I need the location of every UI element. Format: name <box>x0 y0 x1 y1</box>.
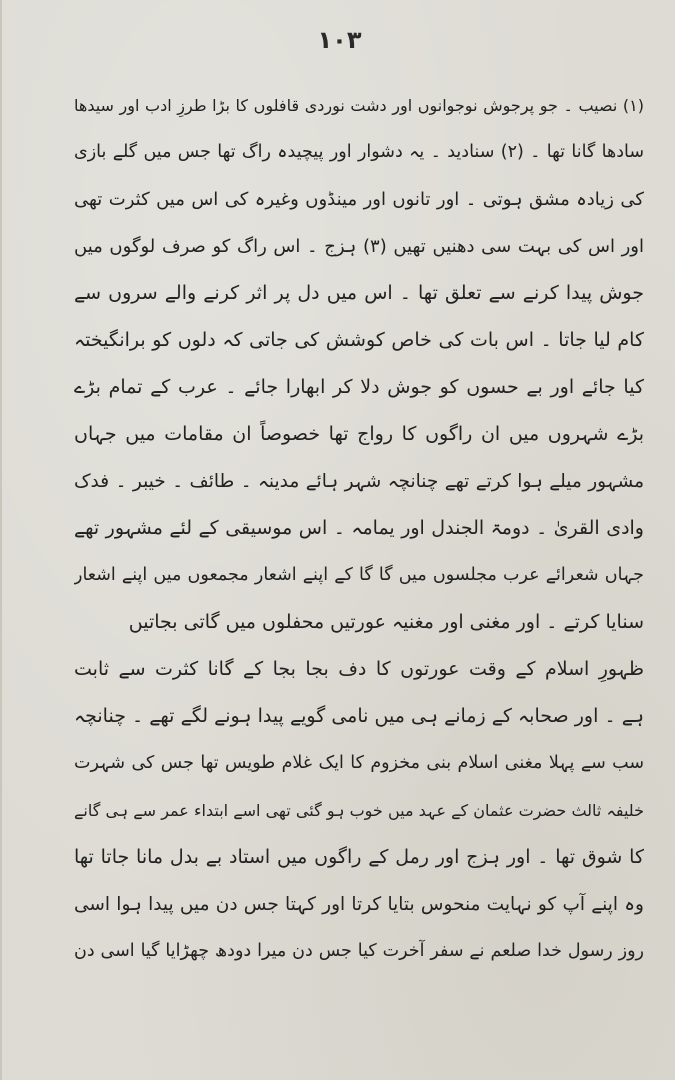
text-line: جہاں شعرائے عرب مجلسوں میں گا گا کے اپنے اشعار مجمعوں میں اپنے اشعار <box>74 565 644 585</box>
text-line: کی زیادہ مشق ہوتی ۔ اور تانوں اور مینڈوں وغیرہ کی اس میں کثرت تھی <box>74 189 644 210</box>
text-line: روز رسول خدا صلعم نے سفر آخرت کیا جس دن میرا دودھ چھڑایا گیا اسی دن <box>74 941 644 961</box>
text-line: سب سے پہلا مغنی اسلام بنی مخزوم کا ایک غلام طویس تھا جس کی شہرت <box>74 753 644 773</box>
text-line: خلیفہ ثالث حضرت عثمان کے عہد میں خوب ہو گئی تھی اسے ابتداء عمر سے ہی گانے <box>74 801 644 820</box>
text-line: کام لیا جاتا ۔ اس بات کی خاص کوشش کی جاتی کہ دلوں کو برانگیختہ <box>74 329 644 351</box>
text-line: بڑے شہروں میں ان راگوں کا رواج تھا خصوصاً ان مقامات میں جہاں <box>74 423 644 445</box>
text-line: وہ اپنے آپ کو نہایت منحوس بتایا کرتا اور کہتا جس دن میں پیدا ہوا اسی <box>74 894 644 915</box>
text-line: وادی القریٰ ۔ دومۃ الجندل اور یمامہ ۔ اس موسیقی کے لئے مشہور تھے <box>74 517 644 539</box>
text-line: سادھا گانا تھا ۔ (۲) سنادید ۔ یہ دشوار اور پیچیدہ راگ تھا جس میں گلے بازی <box>74 142 644 162</box>
text-line: کیا جائے اور بے حسوں کو جوش دلا کر ابھارا جائے ۔ عرب کے تمام بڑے <box>74 376 644 398</box>
text-line: ظہورِ اسلام کے وقت عورتوں کا دف بجا بجا کے گانا کثرت سے ثابت <box>74 658 644 680</box>
text-line: اور اس کی بہت سی دھنیں تھیں (۳) ہزج ۔ اس راگ کو صرف لوگوں میں <box>74 236 644 257</box>
page-body-text <box>74 82 644 975</box>
text-line: مشہور میلے ہوا کرتے تھے چنانچہ شہر ہائے مدینہ ۔ طائف ۔ خیبر ۔ فدک <box>74 471 644 492</box>
text-line: ہے ۔ اور صحابہ کے زمانے ہی میں نامی گویے پیدا ہونے لگے تھے ۔ چنانچہ <box>74 705 644 727</box>
text-line: کا شوق تھا ۔ اور ہزج اور رمل کے راگوں میں استاد بے بدل مانا جاتا تھا <box>74 846 644 868</box>
text-line: (۱) نصیب ۔ جو پرجوش نوجوانوں اور دشت نوردی قافلوں کا بڑا طرزِ ادب اور سیدھا <box>74 96 644 115</box>
page-number: ۱۰۳ <box>317 26 362 54</box>
text-line: جوش پیدا کرنے سے تعلق تھا ۔ اس میں دل پر اثر کرنے والے سروں سے <box>74 282 644 304</box>
text-line: سنایا کرتے ۔ اور مغنی اور مغنیہ عورتیں محفلوں میں گاتی بجاتیں <box>128 611 644 633</box>
